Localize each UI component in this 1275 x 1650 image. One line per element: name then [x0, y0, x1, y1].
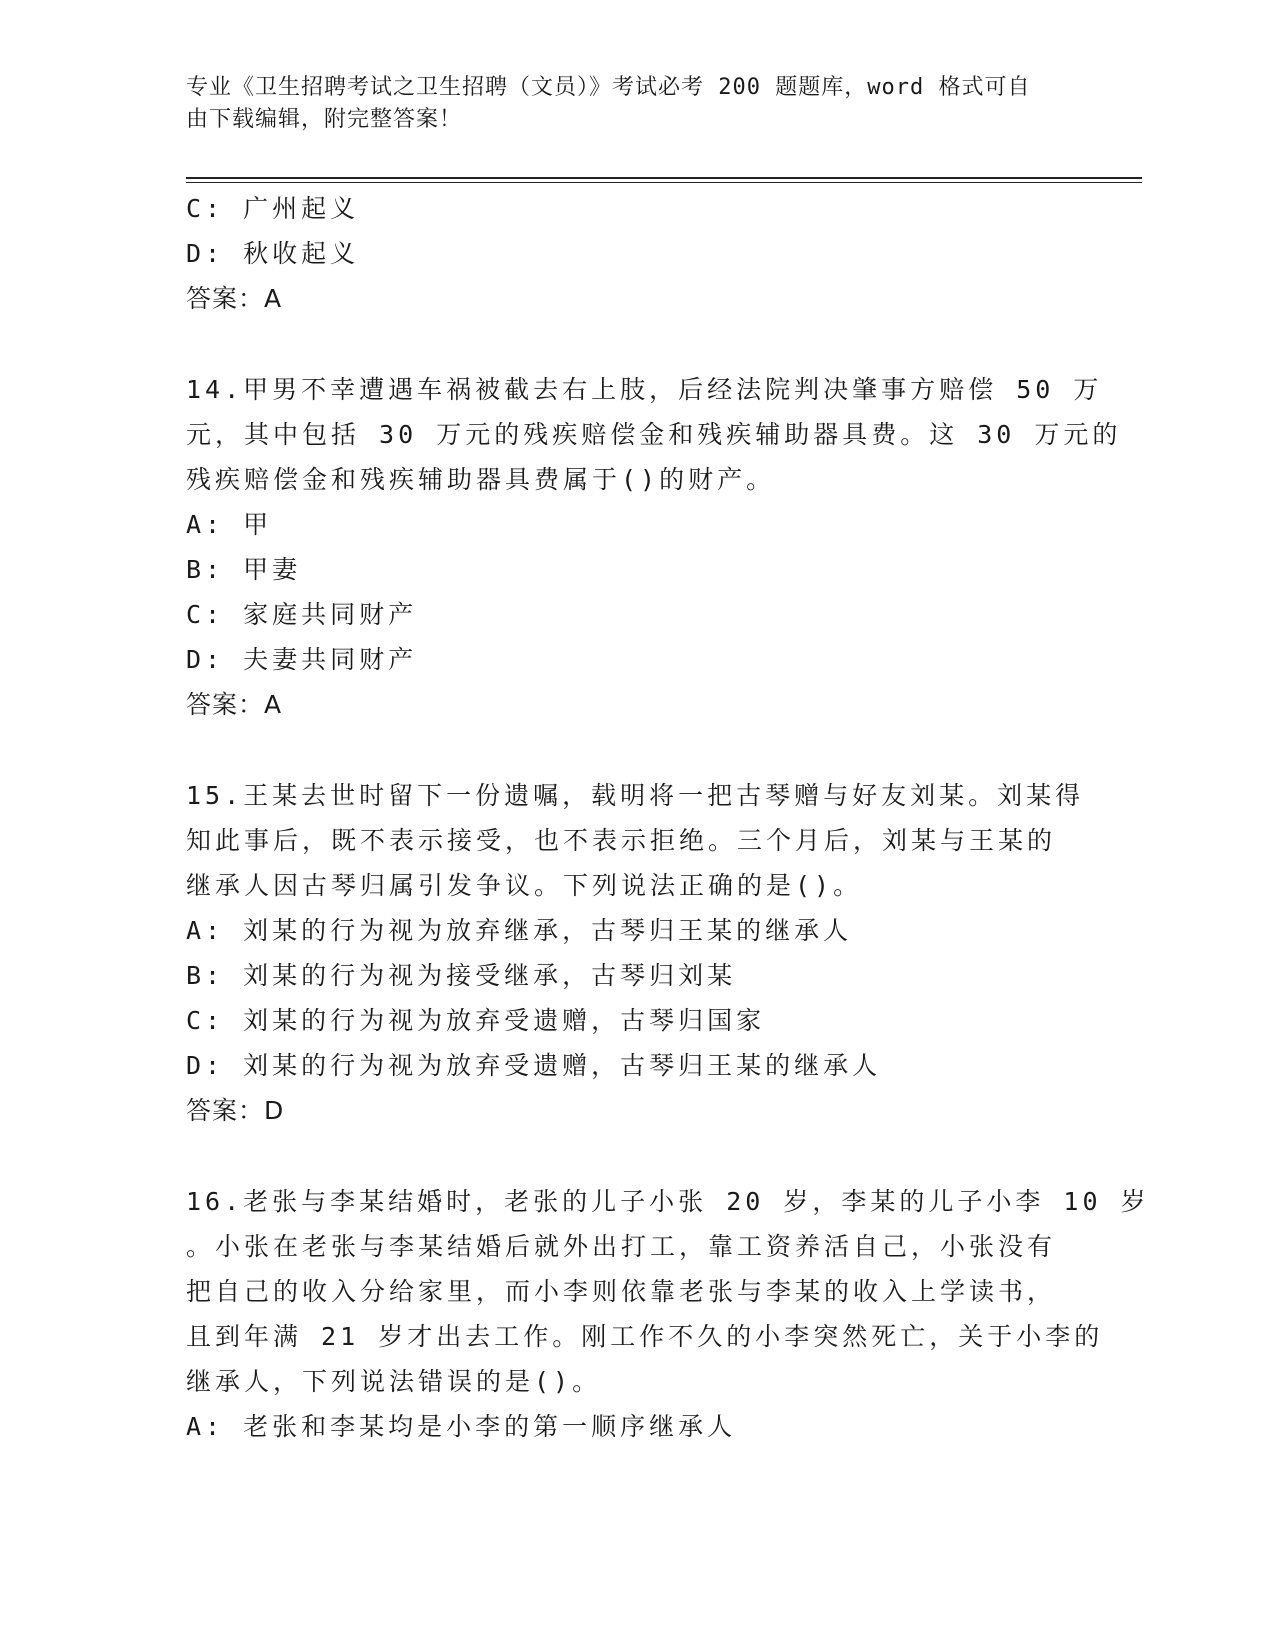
option-a: A: 甲: [186, 510, 273, 539]
question-text-line: 16.老张与李某结婚时，老张的儿子小张 20 岁，李某的儿子小李 10 岁: [186, 1187, 1150, 1216]
question-text-line: 且到年满 21 岁才出去工作。刚工作不久的小李突然死亡，关于小李的: [186, 1322, 1104, 1351]
question-16: [186, 1179, 1150, 1449]
document-body: [186, 186, 1150, 1449]
answer: 答案：D: [186, 1096, 285, 1125]
question-13-tail: [186, 186, 1086, 321]
question-text-line: 把自己的收入分给家里，而小李则依靠老张与李某的收入上学读书，: [186, 1277, 1057, 1306]
answer: 答案：A: [186, 690, 283, 719]
document-header: [186, 72, 1066, 136]
question-text-line: 元，其中包括 30 万元的残疾赔偿金和残疾辅助器具费。这 30 万元的: [186, 420, 1122, 449]
question-text-line: 知此事后，既不表示接受，也不表示拒绝。三个月后，刘某与王某的: [186, 826, 1057, 855]
header-rule-thin: [186, 182, 1142, 183]
spacer: [186, 727, 1086, 773]
option-b: B: 刘某的行为视为接受继承，古琴归刘某: [186, 961, 737, 990]
question-text-line: 残疾赔偿金和残疾辅助器具费属于()的财产。: [186, 465, 776, 494]
option-d: D: 秋收起义: [186, 239, 360, 268]
question-text-line: 继承人，下列说法错误的是()。: [186, 1367, 602, 1396]
option-c: C: 广州起义: [186, 194, 360, 223]
header-line-1: 专业《卫生招聘考试之卫生招聘（文员）》考试必考 200 题题库，word 格式可自: [186, 75, 1031, 100]
question-text-line: 14.甲男不幸遭遇车祸被截去右上肢，后经法院判决肇事方赔偿 50 万: [186, 375, 1103, 404]
question-text-line: 。小张在老张与李某结婚后就外出打工，靠工资养活自己，小张没有: [186, 1232, 1057, 1261]
question-14: [186, 367, 1122, 727]
option-c: C: 家庭共同财产: [186, 600, 418, 629]
answer: 答案：A: [186, 284, 283, 313]
spacer: [186, 321, 1086, 367]
question-15: [186, 773, 1086, 1133]
question-text-line: 15.王某去世时留下一份遗嘱，载明将一把古琴赠与好友刘某。刘某得: [186, 781, 1085, 810]
question-text-line: 继承人因古琴归属引发争议。下列说法正确的是()。: [186, 871, 863, 900]
option-a: A: 刘某的行为视为放弃继承，古琴归王某的继承人: [186, 916, 853, 945]
option-a: A: 老张和李某均是小李的第一顺序继承人: [186, 1412, 737, 1441]
header-line-2: 由下载编辑，附完整答案！: [186, 107, 463, 132]
option-b: B: 甲妻: [186, 555, 302, 584]
option-c: C: 刘某的行为视为放弃受遗赠，古琴归国家: [186, 1006, 766, 1035]
option-d: D: 刘某的行为视为放弃受遗赠，古琴归王某的继承人: [186, 1051, 882, 1080]
option-d: D: 夫妻共同财产: [186, 645, 418, 674]
spacer: [186, 1133, 1086, 1179]
header-rule-thick: [186, 177, 1142, 179]
